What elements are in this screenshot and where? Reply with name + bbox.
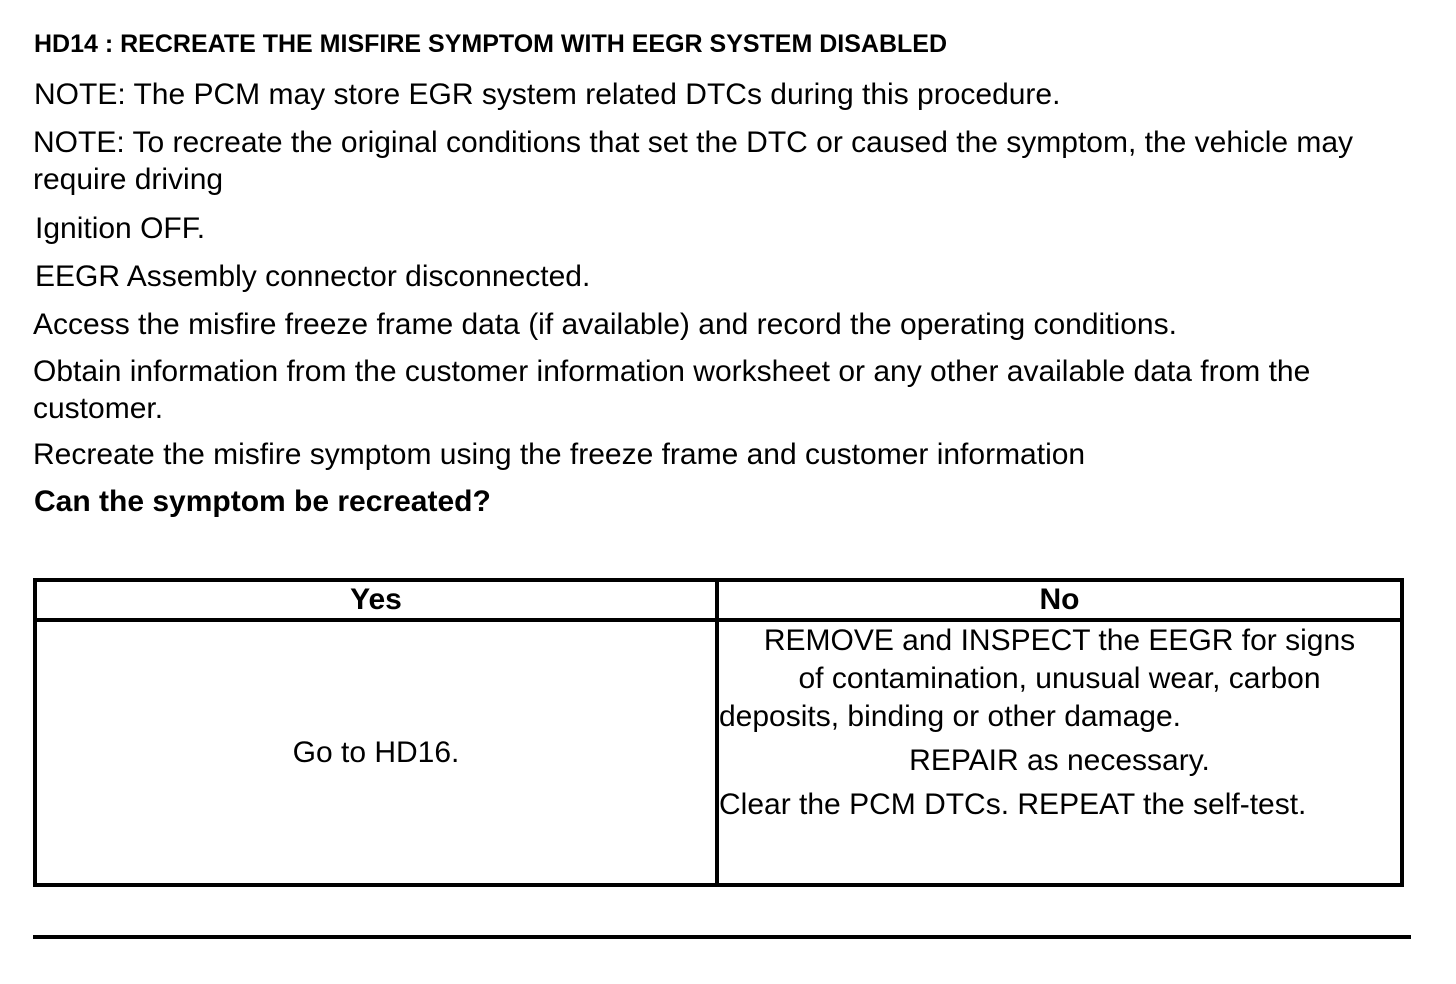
step-access-freeze-frame: Access the misfire freeze frame data (if available) and record the operating conditions. bbox=[33, 308, 1177, 341]
yes-action: Go to HD16. bbox=[35, 620, 717, 885]
no-action-line: Clear the PCM DTCs. REPEAT the self-test. bbox=[719, 788, 1307, 821]
no-action bbox=[717, 620, 1402, 885]
no-header: No bbox=[717, 580, 1402, 620]
no-action-line: deposits, binding or other damage. bbox=[719, 700, 1181, 733]
decision-table bbox=[33, 578, 1404, 887]
step-recreate-symptom: Recreate the misfire symptom using the freeze frame and customer information bbox=[33, 438, 1086, 471]
note-recreate-conditions: NOTE: To recreate the original conditions that set the DTC or caused the symptom, the vehicle may require driving bbox=[33, 126, 1354, 196]
yes-header: Yes bbox=[35, 580, 717, 620]
step-eegr-disconnected: EEGR Assembly connector disconnected. bbox=[35, 260, 591, 293]
no-action-line: REMOVE and INSPECT the EEGR for signs bbox=[763, 624, 1356, 657]
section-divider bbox=[33, 935, 1411, 939]
step-ignition-off: Ignition OFF. bbox=[35, 212, 206, 245]
no-action-line: of contamination, unusual wear, carbon bbox=[798, 662, 1321, 695]
step-heading: HD14 : RECREATE THE MISFIRE SYMPTOM WITH EEGR SYSTEM DISABLED bbox=[34, 30, 948, 58]
step-obtain-customer-info: Obtain information from the customer information worksheet or any other available data from the customer. bbox=[33, 355, 1311, 425]
table-header-row bbox=[35, 580, 1402, 620]
note-pcm-dtcs: NOTE: The PCM may store EGR system related DTCs during this procedure. bbox=[34, 78, 1061, 111]
table-row bbox=[35, 620, 1402, 885]
decision-question: Can the symptom be recreated? bbox=[34, 485, 491, 518]
no-action-line: REPAIR as necessary. bbox=[909, 744, 1210, 777]
